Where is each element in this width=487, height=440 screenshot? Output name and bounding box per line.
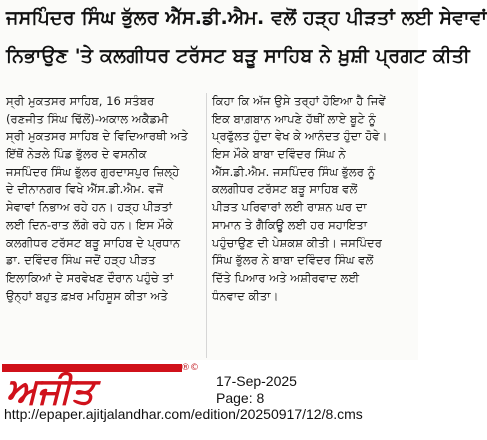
column-line: ਸੇਵਾਵਾਂ ਨਿਭਾਅ ਰਹੇ ਹਨ। ਹੜ੍ਹ ਪੀੜਤਾਂ <box>6 200 173 215</box>
logo-text: ਅਜੀਤ <box>6 371 95 412</box>
column-line: ਦਿੱਤੇ ਪਿਆਰ ਅਤੇ ਅਸ਼ੀਰਵਾਦ ਲਈ <box>212 270 360 285</box>
column-divider <box>206 93 207 358</box>
edition-page: Page: 8 <box>216 390 265 406</box>
column-line: ਸ੍ਰੀ ਮੁਕਤਸਰ ਸਾਹਿਬ, 16 ਸਤੰਬਰ <box>6 94 155 108</box>
edition-date: 17-Sep-2025 <box>216 373 297 389</box>
column-line: ਸਿੰਘ ਭੁੱਲਰ ਨੇ ਬਾਬਾ ਦਵਿੰਦਰ ਸਿੰਘ ਵਲੋਂ <box>212 253 374 268</box>
column-line: ਸ੍ਰੀ ਮੁਕਤਸਰ ਸਾਹਿਬ ਦੇ ਵਿਦਿਆਰਥੀ ਅਤੇ <box>6 129 188 144</box>
article-column-left <box>6 93 206 305</box>
column-line: ਪਹੁੰਚਾਉਣ ਦੀ ਪੇਸ਼ਕਸ਼ ਕੀਤੀ। ਜਸਪਿੰਦਰ <box>212 235 382 250</box>
registered-mark: ®© <box>181 363 199 373</box>
column-line: ਉਨ੍ਹਾਂ ਬਹੁਤ ਫ਼ਖ਼ਰ ਮਹਿਸੂਸ ਕੀਤਾ ਅਤੇ <box>6 288 168 303</box>
column-line: ਕਿਹਾ ਕਿ ਅੱਜ ਉਸੇ ਤਰ੍ਹਾਂ ਹੋਇਆ ਹੈ ਜਿਵੇਂ <box>212 94 386 108</box>
headline-line-1: ਜਸਪਿੰਦਰ ਸਿੰਘ ਭੁੱਲਰ ਐੱਸ.ਡੀ.ਐਮ. ਵਲੋਂ ਹੜ੍ਹ ਪੀੜਤਾਂ ਲਈ ਸੇਵਾਵਾਂ <box>6 7 487 29</box>
article-column-right <box>212 93 412 305</box>
column-line: ਜਸਪਿੰਦਰ ਸਿੰਘ ਭੁੱਲਰ ਗੁਰਦਾਸਪੁਰ ਜ਼ਿਲ੍ਹੇ <box>6 164 180 179</box>
column-line: ਇਸ ਮੌਕੇ ਬਾਬਾ ਦਵਿੰਦਰ ਸਿੰਘ ਨੇ <box>212 147 346 162</box>
column-line: ਇੱਥੋਂ ਨੇੜਲੇ ਪਿੰਡ ਭੁੱਲਰ ਦੇ ਵਸਨੀਕ <box>6 147 147 162</box>
column-line: ਪ੍ਰਫੁੱਲਤ ਹੁੰਦਾ ਵੇਖ ਕੇ ਆਨੰਦਤ ਹੁੰਦਾ ਹੋਵੇ। <box>212 129 388 144</box>
column-line: ਡਾ. ਦਵਿੰਦਰ ਸਿੰਘ ਜਦੋਂ ਹੜ੍ਹ ਪੀੜਤ <box>6 253 156 268</box>
column-line: ਧੰਨਵਾਦ ਕੀਤਾ। <box>212 288 279 303</box>
column-line: ਲਈ ਦਿਨ-ਰਾਤ ਲੱਗੇ ਰਹੇ ਹਨ। ਇਸ ਮੌਕੇ <box>6 217 174 232</box>
column-line: ਐੱਸ.ਡੀ.ਐਮ. ਜਸਪਿੰਦਰ ਸਿੰਘ ਭੁੱਲਰ ਨੂੰ <box>212 164 376 179</box>
column-line: ਕਲਗੀਧਰ ਟਰੱਸਟ ਬੜੂ ਸਾਹਿਬ ਦੇ ਪ੍ਰਧਾਨ <box>6 235 181 250</box>
column-line: (ਰਣਜੀਤ ਸਿੰਘ ਢਿੱਲੋਂ)-ਅਕਾਲ ਅਕੈਡਮੀ <box>6 111 169 126</box>
column-line: ਦੇ ਦੀਨਾਨਗਰ ਵਿਖੇ ਐੱਸ.ਡੀ.ਐਮ. ਵਜੋਂ <box>6 182 164 197</box>
source-url[interactable]: http://epaper.ajitjalandhar.com/edition/20250917/12/8.cms <box>4 406 363 422</box>
headline-line-2: ਨਿਭਾਉਣ 'ਤੇ ਕਲਗੀਧਰ ਟਰੱਸਟ ਬੜੂ ਸਾਹਿਬ ਨੇ ਖ਼ੁਸ਼ੀ ਪ੍ਰਗਟ ਕੀਤੀ <box>6 45 470 67</box>
ajit-logo <box>2 361 202 412</box>
column-line: ਪੀੜਤ ਪਰਿਵਾਰਾਂ ਲਈ ਰਾਸ਼ਨ ਘਰ ਦਾ <box>212 200 367 215</box>
column-line: ਸਾਮਾਨ ਤੇ ਗੈਕਿਊ ਲਈ ਹਰ ਸਹਾਇਤਾ <box>212 217 368 232</box>
column-line: ਇਕ ਬਾਗ਼ਬਾਨ ਆਪਣੇ ਹੱਥੀਂ ਲਾਏ ਬੂਟੇ ਨੂੰ <box>212 111 376 126</box>
column-line: ਇਲਾਕਿਆਂ ਦੇ ਸਰਵੇਖਣ ਦੌਰਾਨ ਪਹੁੰਚੇ ਤਾਂ <box>6 270 174 285</box>
column-line: ਕਲਗੀਧਰ ਟਰੱਸਟ ਬੜੂ ਸਾਹਿਬ ਵਲੋਂ <box>212 182 358 197</box>
